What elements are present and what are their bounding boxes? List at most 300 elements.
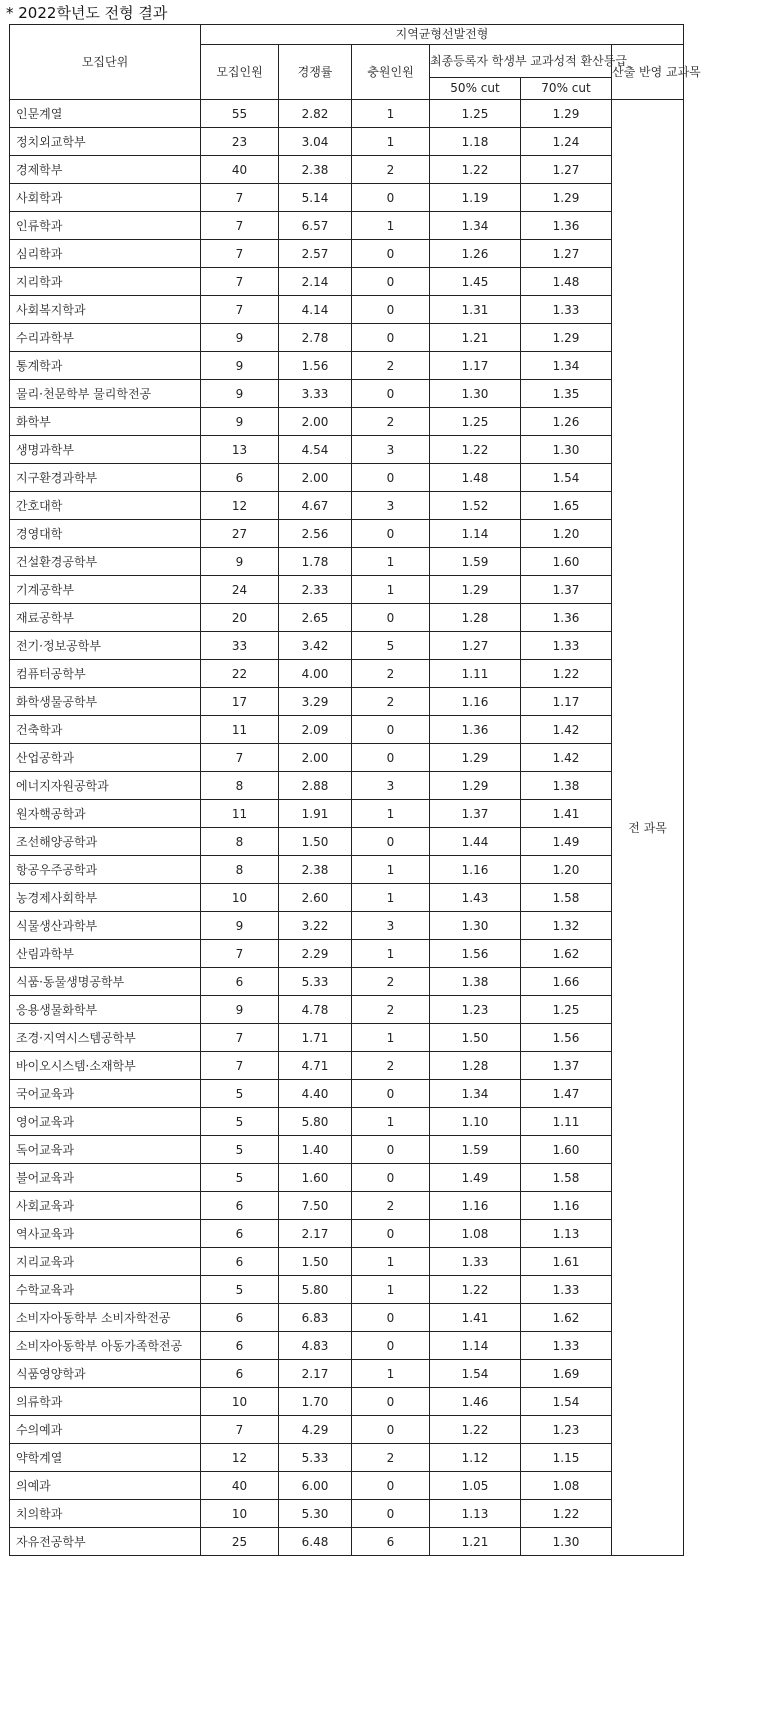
cell-quota: 6 (201, 1248, 279, 1276)
table-row (10, 268, 684, 296)
cell-dept: 소비자아동학부 아동가족학전공 (10, 1332, 201, 1360)
cell-additional: 0 (352, 744, 430, 772)
cell-competition: 1.40 (279, 1136, 352, 1164)
cell-competition: 3.42 (279, 632, 352, 660)
cell-additional: 1 (352, 212, 430, 240)
cell-competition: 5.33 (279, 1444, 352, 1472)
cell-dept: 지리학과 (10, 268, 201, 296)
table-row (10, 800, 684, 828)
cell-cut70: 1.20 (521, 856, 612, 884)
table-row (10, 1052, 684, 1080)
cell-competition: 2.29 (279, 940, 352, 968)
cell-cut50: 1.38 (430, 968, 521, 996)
admission-results-table (9, 24, 701, 1556)
cell-additional: 2 (352, 408, 430, 436)
cell-cut70: 1.27 (521, 240, 612, 268)
cell-competition: 4.78 (279, 996, 352, 1024)
cell-cut70: 1.36 (521, 212, 612, 240)
cell-cut70: 1.08 (521, 1472, 612, 1500)
table-header (10, 25, 701, 100)
cell-additional: 1 (352, 576, 430, 604)
cell-quota: 10 (201, 884, 279, 912)
cell-additional: 0 (352, 296, 430, 324)
cell-quota: 6 (201, 968, 279, 996)
table-row (10, 856, 684, 884)
cell-cut70: 1.33 (521, 632, 612, 660)
cell-competition: 1.78 (279, 548, 352, 576)
cell-quota: 6 (201, 464, 279, 492)
cell-cut50: 1.13 (430, 1500, 521, 1528)
cell-cut70: 1.23 (521, 1416, 612, 1444)
cell-cut70: 1.33 (521, 1332, 612, 1360)
cell-additional: 1 (352, 1276, 430, 1304)
cell-cut70: 1.65 (521, 492, 612, 520)
cell-quota: 5 (201, 1080, 279, 1108)
cell-quota: 7 (201, 184, 279, 212)
cell-cut50: 1.30 (430, 380, 521, 408)
cell-competition: 4.29 (279, 1416, 352, 1444)
cell-additional: 1 (352, 884, 430, 912)
cell-cut50: 1.16 (430, 1192, 521, 1220)
cell-additional: 0 (352, 1500, 430, 1528)
table-row (10, 660, 684, 688)
cell-cut50: 1.22 (430, 156, 521, 184)
cell-quota: 6 (201, 1220, 279, 1248)
cell-additional: 0 (352, 828, 430, 856)
cell-competition: 4.14 (279, 296, 352, 324)
cell-competition: 7.50 (279, 1192, 352, 1220)
cell-dept: 불어교육과 (10, 1164, 201, 1192)
table-row (10, 1108, 684, 1136)
table-row (10, 716, 684, 744)
cell-dept: 영어교육과 (10, 1108, 201, 1136)
cell-cut70: 1.56 (521, 1024, 612, 1052)
table-row (10, 184, 684, 212)
cell-cut50: 1.59 (430, 548, 521, 576)
cell-cut70: 1.29 (521, 184, 612, 212)
cell-additional: 0 (352, 1136, 430, 1164)
cell-cut50: 1.49 (430, 1164, 521, 1192)
cell-quota: 40 (201, 156, 279, 184)
cell-cut50: 1.25 (430, 408, 521, 436)
cell-competition: 4.00 (279, 660, 352, 688)
cell-cut50: 1.16 (430, 688, 521, 716)
cell-cut50: 1.48 (430, 464, 521, 492)
cell-competition: 2.17 (279, 1220, 352, 1248)
cell-cut50: 1.54 (430, 1360, 521, 1388)
cell-cut50: 1.28 (430, 1052, 521, 1080)
cell-quota: 5 (201, 1276, 279, 1304)
cell-competition: 3.22 (279, 912, 352, 940)
cell-cut50: 1.33 (430, 1248, 521, 1276)
cell-competition: 2.33 (279, 576, 352, 604)
cell-cut50: 1.31 (430, 296, 521, 324)
cell-cut50: 1.22 (430, 436, 521, 464)
header-reflect: 산출 반영 교과목 (612, 45, 684, 100)
cell-cut50: 1.18 (430, 128, 521, 156)
cell-quota: 55 (201, 100, 279, 128)
cell-quota: 9 (201, 912, 279, 940)
cell-dept: 지구환경과학부 (10, 464, 201, 492)
cell-additional: 3 (352, 436, 430, 464)
cell-additional: 0 (352, 1080, 430, 1108)
cell-additional: 1 (352, 1108, 430, 1136)
cell-quota: 40 (201, 1472, 279, 1500)
cell-quota: 5 (201, 1136, 279, 1164)
cell-dept: 경제학부 (10, 156, 201, 184)
cell-dept: 인문계열 (10, 100, 201, 128)
cell-additional: 2 (352, 688, 430, 716)
cell-dept: 수학교육과 (10, 1276, 201, 1304)
table-row (10, 632, 684, 660)
cell-quota: 7 (201, 240, 279, 268)
cell-cut70: 1.17 (521, 688, 612, 716)
cell-quota: 9 (201, 996, 279, 1024)
cell-quota: 9 (201, 352, 279, 380)
cell-cut70: 1.33 (521, 296, 612, 324)
cell-quota: 25 (201, 1528, 279, 1556)
cell-quota: 9 (201, 408, 279, 436)
cell-dept: 물리·천문학부 물리학전공 (10, 380, 201, 408)
table-row (10, 1500, 684, 1528)
cell-additional: 1 (352, 940, 430, 968)
cell-competition: 1.71 (279, 1024, 352, 1052)
table-row (10, 1248, 684, 1276)
table-row (10, 1276, 684, 1304)
cell-quota: 22 (201, 660, 279, 688)
cell-dept: 사회복지학과 (10, 296, 201, 324)
cell-dept: 치의학과 (10, 1500, 201, 1528)
cell-cut70: 1.62 (521, 940, 612, 968)
table-row (10, 772, 684, 800)
cell-competition: 2.00 (279, 408, 352, 436)
cell-dept: 의예과 (10, 1472, 201, 1500)
cell-additional: 0 (352, 604, 430, 632)
cell-cut70: 1.29 (521, 324, 612, 352)
cell-dept: 경영대학 (10, 520, 201, 548)
cell-competition: 1.50 (279, 828, 352, 856)
cell-competition: 5.14 (279, 184, 352, 212)
table-row (10, 1472, 684, 1500)
cell-cut50: 1.26 (430, 240, 521, 268)
cell-dept: 컴퓨터공학부 (10, 660, 201, 688)
cell-dept: 조경·지역시스템공학부 (10, 1024, 201, 1052)
cell-quota: 7 (201, 1052, 279, 1080)
cell-competition: 6.48 (279, 1528, 352, 1556)
table-row (10, 156, 684, 184)
cell-cut70: 1.37 (521, 576, 612, 604)
cell-quota: 8 (201, 828, 279, 856)
cell-dept: 재료공학부 (10, 604, 201, 632)
cell-competition: 1.91 (279, 800, 352, 828)
cell-additional: 0 (352, 380, 430, 408)
cell-dept: 약학계열 (10, 1444, 201, 1472)
header-cut70: 70% cut (521, 78, 612, 100)
cell-additional: 1 (352, 1024, 430, 1052)
table-row (10, 968, 684, 996)
cell-quota: 12 (201, 492, 279, 520)
cell-competition: 2.38 (279, 156, 352, 184)
cell-cut70: 1.22 (521, 1500, 612, 1528)
cell-dept: 응용생물화학부 (10, 996, 201, 1024)
cell-additional: 0 (352, 1416, 430, 1444)
cell-competition: 2.60 (279, 884, 352, 912)
cell-dept: 생명과학부 (10, 436, 201, 464)
cell-competition: 4.40 (279, 1080, 352, 1108)
cell-quota: 33 (201, 632, 279, 660)
cell-additional: 1 (352, 856, 430, 884)
cell-dept: 인류학과 (10, 212, 201, 240)
cell-additional: 2 (352, 352, 430, 380)
cell-cut50: 1.46 (430, 1388, 521, 1416)
cell-dept: 국어교육과 (10, 1080, 201, 1108)
cell-dept: 사회교육과 (10, 1192, 201, 1220)
cell-competition: 1.70 (279, 1388, 352, 1416)
cell-dept: 기계공학부 (10, 576, 201, 604)
table-row (10, 884, 684, 912)
cell-cut50: 1.37 (430, 800, 521, 828)
cell-additional: 2 (352, 1444, 430, 1472)
cell-cut70: 1.24 (521, 128, 612, 156)
cell-quota: 17 (201, 688, 279, 716)
cell-dept: 바이오시스템·소재학부 (10, 1052, 201, 1080)
cell-cut70: 1.42 (521, 716, 612, 744)
cell-cut50: 1.41 (430, 1304, 521, 1332)
cell-quota: 5 (201, 1108, 279, 1136)
cell-additional: 0 (352, 1332, 430, 1360)
cell-cut50: 1.22 (430, 1416, 521, 1444)
cell-cut70: 1.25 (521, 996, 612, 1024)
cell-additional: 5 (352, 632, 430, 660)
cell-quota: 7 (201, 744, 279, 772)
cell-cut50: 1.29 (430, 744, 521, 772)
cell-cut70: 1.32 (521, 912, 612, 940)
cell-dept: 정치외교학부 (10, 128, 201, 156)
header-competition: 경쟁률 (279, 45, 352, 100)
cell-cut50: 1.22 (430, 1276, 521, 1304)
cell-competition: 2.09 (279, 716, 352, 744)
cell-cut50: 1.08 (430, 1220, 521, 1248)
cell-competition: 2.88 (279, 772, 352, 800)
cell-dept: 식품영양학과 (10, 1360, 201, 1388)
cell-additional: 2 (352, 1192, 430, 1220)
cell-dept: 항공우주공학과 (10, 856, 201, 884)
cell-quota: 6 (201, 1332, 279, 1360)
cell-cut50: 1.43 (430, 884, 521, 912)
table-row (10, 324, 684, 352)
cell-quota: 7 (201, 296, 279, 324)
cell-dept: 전기·정보공학부 (10, 632, 201, 660)
cell-competition: 1.60 (279, 1164, 352, 1192)
cell-cut70: 1.49 (521, 828, 612, 856)
cell-cut50: 1.25 (430, 100, 521, 128)
table-row (10, 996, 684, 1024)
table-row (10, 1360, 684, 1388)
cell-competition: 3.33 (279, 380, 352, 408)
cell-dept: 의류학과 (10, 1388, 201, 1416)
cell-quota: 5 (201, 1164, 279, 1192)
cell-additional: 0 (352, 184, 430, 212)
cell-competition: 4.54 (279, 436, 352, 464)
cell-quota: 8 (201, 772, 279, 800)
cell-dept: 건설환경공학부 (10, 548, 201, 576)
cell-additional: 2 (352, 968, 430, 996)
table-row (10, 380, 684, 408)
cell-cut70: 1.58 (521, 884, 612, 912)
cell-cut70: 1.16 (521, 1192, 612, 1220)
cell-cut50: 1.34 (430, 1080, 521, 1108)
table-row (10, 1136, 684, 1164)
cell-quota: 6 (201, 1360, 279, 1388)
cell-competition: 5.80 (279, 1108, 352, 1136)
cell-cut50: 1.29 (430, 576, 521, 604)
cell-competition: 2.00 (279, 744, 352, 772)
cell-quota: 8 (201, 856, 279, 884)
cell-cut50: 1.30 (430, 912, 521, 940)
cell-cut50: 1.44 (430, 828, 521, 856)
cell-cut50: 1.34 (430, 212, 521, 240)
cell-dept: 수리과학부 (10, 324, 201, 352)
cell-cut50: 1.50 (430, 1024, 521, 1052)
cell-quota: 11 (201, 716, 279, 744)
table-row (10, 128, 684, 156)
table-row (10, 576, 684, 604)
cell-additional: 3 (352, 772, 430, 800)
cell-cut70: 1.61 (521, 1248, 612, 1276)
cell-competition: 6.00 (279, 1472, 352, 1500)
cell-quota: 23 (201, 128, 279, 156)
cell-competition: 1.56 (279, 352, 352, 380)
header-grade: 최종등록자 학생부 교과성적 환산등급 (430, 45, 612, 78)
cell-dept: 통계학과 (10, 352, 201, 380)
table-row (10, 688, 684, 716)
cell-additional: 2 (352, 156, 430, 184)
table-row (10, 520, 684, 548)
cell-competition: 6.57 (279, 212, 352, 240)
cell-cut50: 1.27 (430, 632, 521, 660)
cell-dept: 에너지자원공학과 (10, 772, 201, 800)
cell-cut70: 1.69 (521, 1360, 612, 1388)
table-row (10, 744, 684, 772)
cell-competition: 2.17 (279, 1360, 352, 1388)
cell-cut70: 1.54 (521, 464, 612, 492)
cell-cut70: 1.11 (521, 1108, 612, 1136)
table-row (10, 940, 684, 968)
cell-quota: 10 (201, 1388, 279, 1416)
cell-additional: 1 (352, 548, 430, 576)
table-row (10, 1444, 684, 1472)
cell-dept: 지리교육과 (10, 1248, 201, 1276)
cell-cut70: 1.27 (521, 156, 612, 184)
cell-competition: 4.83 (279, 1332, 352, 1360)
cell-competition: 5.33 (279, 968, 352, 996)
cell-dept: 산림과학부 (10, 940, 201, 968)
cell-dept: 심리학과 (10, 240, 201, 268)
cell-competition: 2.57 (279, 240, 352, 268)
cell-quota: 7 (201, 268, 279, 296)
cell-additional: 0 (352, 520, 430, 548)
cell-cut50: 1.21 (430, 1528, 521, 1556)
cell-reflect: 전 과목 (612, 100, 684, 1556)
cell-competition: 2.14 (279, 268, 352, 296)
cell-cut70: 1.26 (521, 408, 612, 436)
table-row (10, 548, 684, 576)
cell-competition: 2.65 (279, 604, 352, 632)
table-body (10, 100, 684, 1556)
cell-competition: 2.78 (279, 324, 352, 352)
cell-competition: 2.82 (279, 100, 352, 128)
table-row (10, 1024, 684, 1052)
cell-cut50: 1.36 (430, 716, 521, 744)
cell-cut70: 1.35 (521, 380, 612, 408)
cell-quota: 24 (201, 576, 279, 604)
cell-cut70: 1.34 (521, 352, 612, 380)
cell-additional: 1 (352, 1360, 430, 1388)
cell-cut70: 1.30 (521, 436, 612, 464)
cell-additional: 0 (352, 268, 430, 296)
cell-competition: 3.04 (279, 128, 352, 156)
cell-dept: 산업공학과 (10, 744, 201, 772)
cell-additional: 0 (352, 1304, 430, 1332)
page-title: * 2022학년도 전형 결과 (6, 4, 168, 22)
cell-cut50: 1.52 (430, 492, 521, 520)
cell-dept: 독어교육과 (10, 1136, 201, 1164)
table-row (10, 352, 684, 380)
cell-dept: 간호대학 (10, 492, 201, 520)
cell-dept: 식물생산과학부 (10, 912, 201, 940)
cell-dept: 농경제사회학부 (10, 884, 201, 912)
cell-additional: 3 (352, 492, 430, 520)
cell-dept: 화학부 (10, 408, 201, 436)
table-row (10, 1164, 684, 1192)
cell-additional: 0 (352, 1164, 430, 1192)
cell-additional: 0 (352, 464, 430, 492)
cell-cut50: 1.56 (430, 940, 521, 968)
header-cut50: 50% cut (430, 78, 521, 100)
cell-cut50: 1.23 (430, 996, 521, 1024)
cell-dept: 화학생물공학부 (10, 688, 201, 716)
cell-cut50: 1.59 (430, 1136, 521, 1164)
table-row (10, 1192, 684, 1220)
cell-additional: 0 (352, 324, 430, 352)
cell-cut70: 1.13 (521, 1220, 612, 1248)
cell-additional: 6 (352, 1528, 430, 1556)
cell-competition: 3.29 (279, 688, 352, 716)
cell-competition: 2.56 (279, 520, 352, 548)
cell-cut50: 1.16 (430, 856, 521, 884)
cell-additional: 0 (352, 1472, 430, 1500)
cell-quota: 6 (201, 1192, 279, 1220)
cell-cut70: 1.60 (521, 548, 612, 576)
table-row (10, 240, 684, 268)
cell-dept: 조선해양공학과 (10, 828, 201, 856)
cell-cut70: 1.48 (521, 268, 612, 296)
header-unit: 모집단위 (10, 25, 201, 100)
cell-cut70: 1.36 (521, 604, 612, 632)
table-row (10, 912, 684, 940)
cell-cut70: 1.38 (521, 772, 612, 800)
cell-competition: 6.83 (279, 1304, 352, 1332)
cell-competition: 1.50 (279, 1248, 352, 1276)
cell-cut50: 1.19 (430, 184, 521, 212)
cell-competition: 5.80 (279, 1276, 352, 1304)
cell-quota: 12 (201, 1444, 279, 1472)
cell-cut70: 1.22 (521, 660, 612, 688)
header-quota: 모집인원 (201, 45, 279, 100)
cell-cut70: 1.33 (521, 1276, 612, 1304)
table-row (10, 100, 684, 128)
table-row (10, 296, 684, 324)
